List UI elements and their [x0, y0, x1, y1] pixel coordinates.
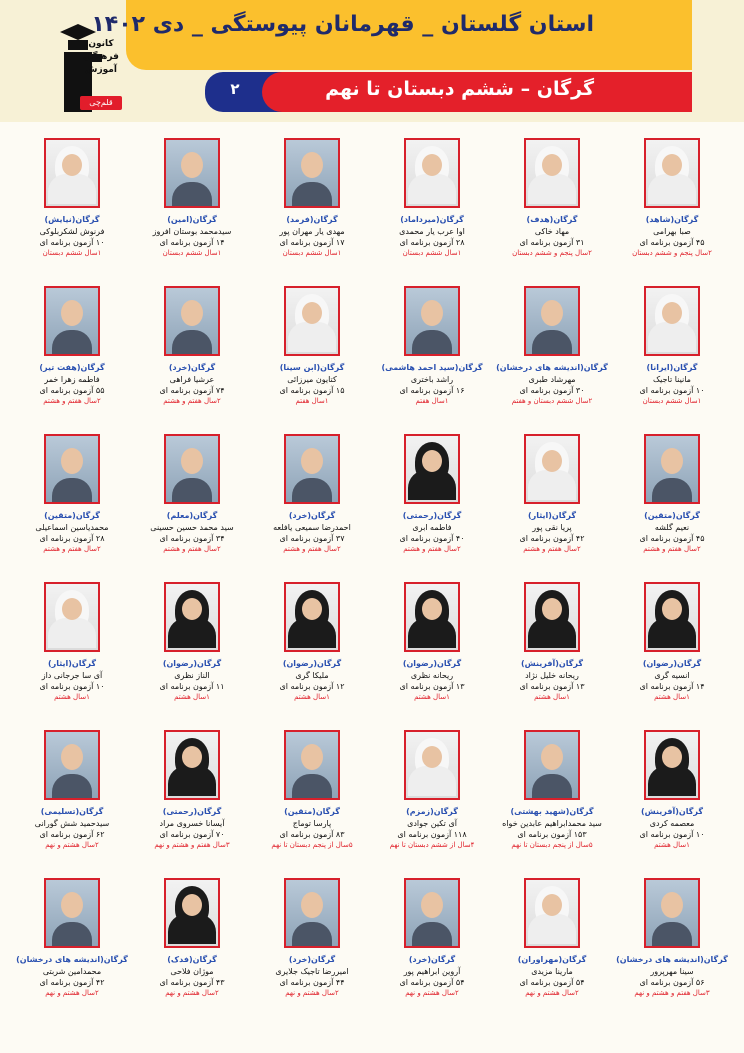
- student-years: ۲سال پنجم و ششم دبستان: [632, 249, 712, 257]
- student-photo: [284, 878, 340, 948]
- student-card: [12, 726, 132, 874]
- student-photo: [44, 878, 100, 948]
- student-exams: ۱۷ آزمون برنامه ای: [279, 238, 345, 247]
- student-years: ۵سال از پنجم دبستان تا نهم: [511, 841, 593, 849]
- photo-body: [648, 322, 696, 352]
- student-years: ۱سال هشتم: [534, 693, 570, 701]
- student-years: ۲سال هفتم و هشتم: [163, 545, 221, 553]
- student-name: فرنوش لشکربلوکی: [39, 227, 105, 236]
- photo-face: [61, 300, 83, 326]
- photo-body: [528, 470, 576, 500]
- student-photo: [404, 730, 460, 800]
- student-card: [132, 874, 252, 1022]
- student-name: فاطمه ابری: [412, 523, 452, 532]
- student-school: گرگان(اندیشه های درخشان): [16, 955, 128, 964]
- student-name: مهرشاد طبری: [528, 375, 576, 384]
- student-school: گرگان(رحمتی): [162, 807, 222, 816]
- student-years: ۲سال هفتم و هشتم: [523, 545, 581, 553]
- student-card: [252, 578, 372, 726]
- photo-body: [52, 774, 92, 800]
- student-years: ۱سال هشتم: [654, 841, 690, 849]
- photo-face: [182, 598, 202, 620]
- student-years: ۲سال پنجم و ششم دبستان: [512, 249, 592, 257]
- student-name: سیدحمید شش گورانی: [34, 819, 110, 828]
- photo-face: [302, 302, 322, 324]
- student-photo: [644, 434, 700, 504]
- photo-body: [528, 914, 576, 944]
- photo-body: [528, 618, 576, 648]
- photo-face: [181, 152, 203, 178]
- student-photo: [44, 582, 100, 652]
- student-name: مهاد خاکی: [534, 227, 570, 236]
- student-card: [612, 430, 732, 578]
- photo-face: [422, 746, 442, 768]
- photo-body: [48, 174, 96, 204]
- photo-face: [422, 450, 442, 472]
- student-exams: ۱۱ آزمون برنامه ای: [159, 682, 225, 691]
- student-exams: ۵۴ آزمون برنامه ای: [399, 978, 465, 987]
- student-card: [372, 726, 492, 874]
- student-exams: ۱۱۸ آزمون برنامه ای: [397, 830, 467, 839]
- photo-face: [422, 598, 442, 620]
- student-school: گرگان(نیایش): [44, 215, 100, 224]
- student-card: [612, 578, 732, 726]
- student-name: مهدی یار مهران پور: [279, 227, 345, 236]
- student-photo: [44, 434, 100, 504]
- photo-body: [292, 478, 332, 504]
- page-subtitle: گرگان – ششم دبستان تا نهم: [325, 78, 594, 100]
- photo-body: [172, 478, 212, 504]
- student-exams: ۵۴ آزمون برنامه ای: [519, 978, 585, 987]
- photo-face: [301, 448, 323, 474]
- student-school: گرگان(ایرانا): [646, 363, 698, 372]
- student-name: ریحانه نظری: [410, 671, 454, 680]
- student-card: [612, 726, 732, 874]
- student-card: [372, 578, 492, 726]
- student-photo: [524, 730, 580, 800]
- student-card: [372, 282, 492, 430]
- student-years: ۱سال هفتم: [295, 397, 329, 405]
- photo-body: [292, 182, 332, 208]
- student-exams: ۱۳ آزمون برنامه ای: [519, 682, 585, 691]
- student-school: گرگان(خرد): [288, 955, 336, 964]
- student-exams: ۴۵ آزمون برنامه ای: [639, 534, 705, 543]
- student-exams: ۴۲ آزمون برنامه ای: [39, 978, 105, 987]
- student-years: ۱سال ششم دبستان: [282, 249, 342, 257]
- student-photo: [644, 878, 700, 948]
- photo-face: [61, 744, 83, 770]
- student-school: گرگان(سید احمد هاشمی): [381, 363, 483, 372]
- student-photo: [644, 582, 700, 652]
- student-exams: ۶۲ آزمون برنامه ای: [39, 830, 105, 839]
- photo-body: [648, 766, 696, 796]
- student-school: گرگان(شاهد): [645, 215, 699, 224]
- student-name: سید محمدابراهیم عابدین خواه: [502, 819, 602, 828]
- student-school: گرگان(هفت تیر): [39, 363, 105, 372]
- student-exams: ۴۰ آزمون برنامه ای: [399, 534, 465, 543]
- student-photo: [164, 138, 220, 208]
- photo-face: [181, 448, 203, 474]
- student-years: ۴سال از ششم دبستان تا نهم: [389, 841, 475, 849]
- student-exams: ۴۵ آزمون برنامه ای: [639, 238, 705, 247]
- student-school: گرگان(فرمد): [286, 215, 338, 224]
- student-card: [372, 874, 492, 1022]
- student-card: [372, 134, 492, 282]
- student-name: عرشیا فراهی: [169, 375, 215, 384]
- photo-body: [408, 618, 456, 648]
- student-school: گرگان(آفرینش): [521, 659, 583, 668]
- student-card: [132, 282, 252, 430]
- student-name: ملیکا گری: [295, 671, 329, 680]
- photo-body: [528, 174, 576, 204]
- student-exams: ۱۴ آزمون برنامه ای: [639, 682, 705, 691]
- photo-face: [182, 746, 202, 768]
- student-name: محمدامین شربتی: [42, 967, 102, 976]
- student-years: ۱سال ششم دبستان: [642, 397, 702, 405]
- photo-body: [408, 174, 456, 204]
- student-years: ۲سال هشتم و نهم: [405, 989, 459, 997]
- photo-face: [62, 598, 82, 620]
- student-photo: [284, 434, 340, 504]
- photo-body: [412, 330, 452, 356]
- student-school: گرگان(ایثار): [47, 659, 97, 668]
- student-school: گرگان(متقین): [644, 511, 700, 520]
- student-card: [132, 726, 252, 874]
- student-school: گرگان(ایثار): [527, 511, 577, 520]
- photo-face: [422, 154, 442, 176]
- student-years: ۳سال هفتم و هشتم و نهم: [154, 841, 230, 849]
- student-card: [492, 282, 612, 430]
- photo-body: [652, 922, 692, 948]
- student-name: سینا مهرپرور: [650, 967, 694, 976]
- photo-body: [172, 330, 212, 356]
- student-years: ۲سال هفتم و هشتم: [43, 397, 101, 405]
- student-card: [12, 430, 132, 578]
- student-card: [132, 430, 252, 578]
- student-card: [12, 134, 132, 282]
- student-name: معصمه کردی: [649, 819, 695, 828]
- student-name: انسیه گری: [654, 671, 690, 680]
- photo-body: [172, 182, 212, 208]
- student-exams: ۱۰ آزمون برنامه ای: [639, 386, 705, 395]
- student-exams: ۷۴ آزمون برنامه ای: [159, 386, 225, 395]
- student-exams: ۱۴ آزمون برنامه ای: [159, 238, 225, 247]
- photo-face: [662, 746, 682, 768]
- student-card: [252, 874, 372, 1022]
- student-photo: [284, 286, 340, 356]
- student-school: گرگان(آفرینش): [641, 807, 703, 816]
- student-exams: ۳۱ آزمون برنامه ای: [519, 238, 585, 247]
- logo-line: آموزش: [85, 65, 117, 75]
- student-school: گرگان(اندیشه های درخشان): [496, 363, 608, 372]
- student-name: سید محمد حسین حسینی: [150, 523, 234, 532]
- student-school: گرگان(خرد): [288, 511, 336, 520]
- student-years: ۱سال ششم دبستان: [402, 249, 462, 257]
- photo-body: [288, 322, 336, 352]
- student-exams: ۱۲ آزمون برنامه ای: [279, 682, 345, 691]
- student-card: [252, 282, 372, 430]
- student-school: گرگان(اندیشه های درخشان): [616, 955, 728, 964]
- student-card: [252, 134, 372, 282]
- student-photo: [404, 286, 460, 356]
- student-exams: ۴۴ آزمون برنامه ای: [279, 978, 345, 987]
- photo-face: [542, 894, 562, 916]
- student-photo: [524, 286, 580, 356]
- student-card: [372, 430, 492, 578]
- student-exams: ۱۵ آزمون برنامه ای: [279, 386, 345, 395]
- student-exams: ۱۳ آزمون برنامه ای: [399, 682, 465, 691]
- photo-body: [532, 774, 572, 800]
- student-name: آی سا جرجانی داز: [41, 671, 103, 680]
- student-card: [492, 874, 612, 1022]
- photo-body: [648, 174, 696, 204]
- student-name: مانینا تاجیک: [653, 375, 691, 384]
- photo-face: [181, 300, 203, 326]
- student-name: آروین ابراهیم پور: [403, 967, 461, 976]
- student-photo: [524, 878, 580, 948]
- student-exams: ۳۴ آزمون برنامه ای: [159, 534, 225, 543]
- student-name: آی تکین جوادی: [407, 819, 457, 828]
- student-years: ۲سال هفتم و هشتم: [283, 545, 341, 553]
- student-school: گرگان(خرد): [408, 955, 456, 964]
- student-photo: [164, 730, 220, 800]
- photo-body: [412, 922, 452, 948]
- student-photo: [404, 138, 460, 208]
- photo-face: [541, 300, 563, 326]
- student-exams: ۴۳ آزمون برنامه ای: [159, 978, 225, 987]
- student-years: ۲سال هفتم و هشتم: [163, 397, 221, 405]
- photo-body: [168, 914, 216, 944]
- student-years: ۲سال هفتم و هشتم: [643, 545, 701, 553]
- photo-face: [301, 744, 323, 770]
- student-name: کتایون میرزائی: [287, 375, 337, 384]
- logo-line: فرهنگی: [83, 52, 119, 62]
- student-photo: [644, 286, 700, 356]
- student-name: امیررضا تاجیک جلایری: [275, 967, 349, 976]
- student-name: فاطمه زهرا خمر: [44, 375, 100, 384]
- student-card: [252, 430, 372, 578]
- student-years: ۱سال هشتم: [654, 693, 690, 701]
- student-years: ۱سال هشتم: [54, 693, 90, 701]
- student-name: پارسا توماج: [292, 819, 332, 828]
- photo-face: [541, 744, 563, 770]
- student-photo: [524, 138, 580, 208]
- student-exams: ۴۲ آزمون برنامه ای: [519, 534, 585, 543]
- photo-face: [661, 448, 683, 474]
- student-name: سیدمحمد بوستان افروز: [152, 227, 232, 236]
- student-name: ریحانه خلیل نژاد: [525, 671, 579, 680]
- student-name: اوا عرب یار محمدی: [399, 227, 465, 236]
- student-name: احمدرضا سمیعی یافلعه: [273, 523, 351, 532]
- student-years: ۱سال هفتم: [415, 397, 449, 405]
- student-photo: [44, 138, 100, 208]
- page-number: ۲: [230, 80, 240, 98]
- student-exams: ۳۰ آزمون برنامه ای: [519, 386, 585, 395]
- student-school: گرگان(رضوان): [642, 659, 702, 668]
- student-exams: ۵۶ آزمون برنامه ای: [639, 978, 705, 987]
- student-years: ۲سال هشتم و نهم: [525, 989, 579, 997]
- student-name: الناز نظری: [174, 671, 210, 680]
- student-school: گرگان(تسلیمی): [40, 807, 104, 816]
- student-card: [492, 726, 612, 874]
- student-card: [12, 282, 132, 430]
- student-school: گرگان(رضوان): [162, 659, 222, 668]
- student-name: نعیم گلشه: [654, 523, 690, 532]
- student-years: ۲سال هشتم و نهم: [45, 841, 99, 849]
- student-exams: ۱۶ آزمون برنامه ای: [399, 386, 465, 395]
- student-years: ۱سال هشتم: [414, 693, 450, 701]
- photo-face: [542, 450, 562, 472]
- student-exams: ۳۷ آزمون برنامه ای: [279, 534, 345, 543]
- photo-body: [408, 470, 456, 500]
- student-card: [612, 134, 732, 282]
- student-name: صبا بهرامی: [653, 227, 691, 236]
- student-years: ۱سال هشتم: [294, 693, 330, 701]
- photo-body: [292, 774, 332, 800]
- logo-badge: قلم‌چی: [80, 96, 122, 110]
- student-photo: [284, 582, 340, 652]
- student-photo: [644, 138, 700, 208]
- photo-body: [652, 478, 692, 504]
- student-school: گرگان(متقین): [44, 511, 100, 520]
- student-name: موژان فلاحی: [170, 967, 214, 976]
- student-name: پریا نقی پور: [532, 523, 572, 532]
- student-school: گرگان(مهراوران): [517, 955, 587, 964]
- student-exams: ۱۰ آزمون برنامه ای: [39, 238, 105, 247]
- student-school: گرگان(رضوان): [402, 659, 462, 668]
- student-years: ۳سال هفتم و هشتم و نهم: [634, 989, 710, 997]
- student-exams: ۵۵ آزمون برنامه ای: [39, 386, 105, 395]
- student-years: ۲سال هشتم و نهم: [45, 989, 99, 997]
- photo-face: [662, 154, 682, 176]
- photo-body: [52, 922, 92, 948]
- student-school: گرگان(زمزم): [406, 807, 458, 816]
- photo-face: [662, 302, 682, 324]
- student-photo: [284, 138, 340, 208]
- student-school: گرگان(معلم): [166, 511, 218, 520]
- student-years: ۲سال ششم دبستان و هفتم: [511, 397, 593, 405]
- student-exams: ۲۸ آزمون برنامه ای: [39, 534, 105, 543]
- photo-face: [542, 154, 562, 176]
- student-photo: [404, 878, 460, 948]
- student-card: [492, 578, 612, 726]
- page-title: استان گلستان _ قهرمانان پیوستگی _ دی ۱۴۰۲: [91, 12, 594, 37]
- student-photo: [164, 878, 220, 948]
- photo-face: [661, 892, 683, 918]
- photo-face: [662, 598, 682, 620]
- student-years: ۱سال هشتم: [174, 693, 210, 701]
- student-card: [12, 578, 132, 726]
- photo-body: [292, 922, 332, 948]
- student-exams: ۱۰ آزمون برنامه ای: [39, 682, 105, 691]
- student-photo: [164, 582, 220, 652]
- photo-body: [52, 478, 92, 504]
- student-years: ۱سال ششم دبستان: [162, 249, 222, 257]
- photo-body: [408, 766, 456, 796]
- student-photo: [164, 286, 220, 356]
- photo-body: [168, 618, 216, 648]
- student-name: مارینا مزیدی: [531, 967, 573, 976]
- photo-face: [421, 300, 443, 326]
- photo-face: [301, 152, 323, 178]
- student-school: گرگان(رحمتی): [402, 511, 462, 520]
- logo-text: [78, 38, 124, 77]
- photo-face: [61, 448, 83, 474]
- student-card: [132, 578, 252, 726]
- student-years: ۲سال هشتم و نهم: [285, 989, 339, 997]
- student-school: گرگان(میرداماد): [400, 215, 464, 224]
- student-school: گرگان(ابن سینا): [279, 363, 345, 372]
- student-school: گرگان(رضوان): [282, 659, 342, 668]
- photo-face: [62, 154, 82, 176]
- photo-face: [542, 598, 562, 620]
- student-name: آیسانا خسروی مراد: [159, 819, 225, 828]
- student-photo: [524, 434, 580, 504]
- student-photo: [404, 434, 460, 504]
- student-card: [132, 134, 252, 282]
- student-years: ۲سال هشتم و نهم: [165, 989, 219, 997]
- page-header: [0, 0, 744, 122]
- photo-body: [648, 618, 696, 648]
- student-school: گرگان(شهید بهشتی): [510, 807, 594, 816]
- photo-body: [288, 618, 336, 648]
- student-school: گرگان(متقین): [284, 807, 340, 816]
- student-grid: [12, 134, 732, 1022]
- photo-face: [301, 892, 323, 918]
- logo-line: کانون: [88, 39, 114, 49]
- photo-face: [421, 892, 443, 918]
- photo-body: [48, 618, 96, 648]
- student-card: [252, 726, 372, 874]
- student-card: [612, 282, 732, 430]
- student-school: گرگان(فدک): [167, 955, 217, 964]
- student-name: محمدیاسین اسماعیلی: [35, 523, 109, 532]
- photo-face: [61, 892, 83, 918]
- student-school: گرگان(امین): [167, 215, 217, 224]
- student-years: ۵سال از پنجم دبستان تا نهم: [271, 841, 353, 849]
- photo-face: [182, 894, 202, 916]
- student-exams: ۷۰ آزمون برنامه ای: [159, 830, 225, 839]
- student-exams: ۱۰ آزمون برنامه ای: [639, 830, 705, 839]
- student-exams: ۸۳ آزمون برنامه ای: [279, 830, 345, 839]
- student-photo: [164, 434, 220, 504]
- student-name: راشد باختری: [410, 375, 454, 384]
- student-exams: ۲۸ آزمون برنامه ای: [399, 238, 465, 247]
- student-years: ۲سال هفتم و هشتم: [403, 545, 461, 553]
- student-card: [492, 134, 612, 282]
- student-photo: [44, 730, 100, 800]
- photo-body: [52, 330, 92, 356]
- student-exams: ۱۵۳ آزمون برنامه ای: [517, 830, 587, 839]
- student-years: ۲سال هفتم و هشتم: [43, 545, 101, 553]
- photo-body: [532, 330, 572, 356]
- student-photo: [644, 730, 700, 800]
- photo-face: [302, 598, 322, 620]
- student-photo: [524, 582, 580, 652]
- student-school: گرگان(خرد): [168, 363, 216, 372]
- student-photo: [44, 286, 100, 356]
- student-photo: [284, 730, 340, 800]
- photo-body: [168, 766, 216, 796]
- student-card: [612, 874, 732, 1022]
- student-years: ۱سال ششم دبستان: [42, 249, 102, 257]
- student-card: [492, 430, 612, 578]
- student-photo: [404, 582, 460, 652]
- student-card: [12, 874, 132, 1022]
- student-school: گرگان(هدف): [526, 215, 578, 224]
